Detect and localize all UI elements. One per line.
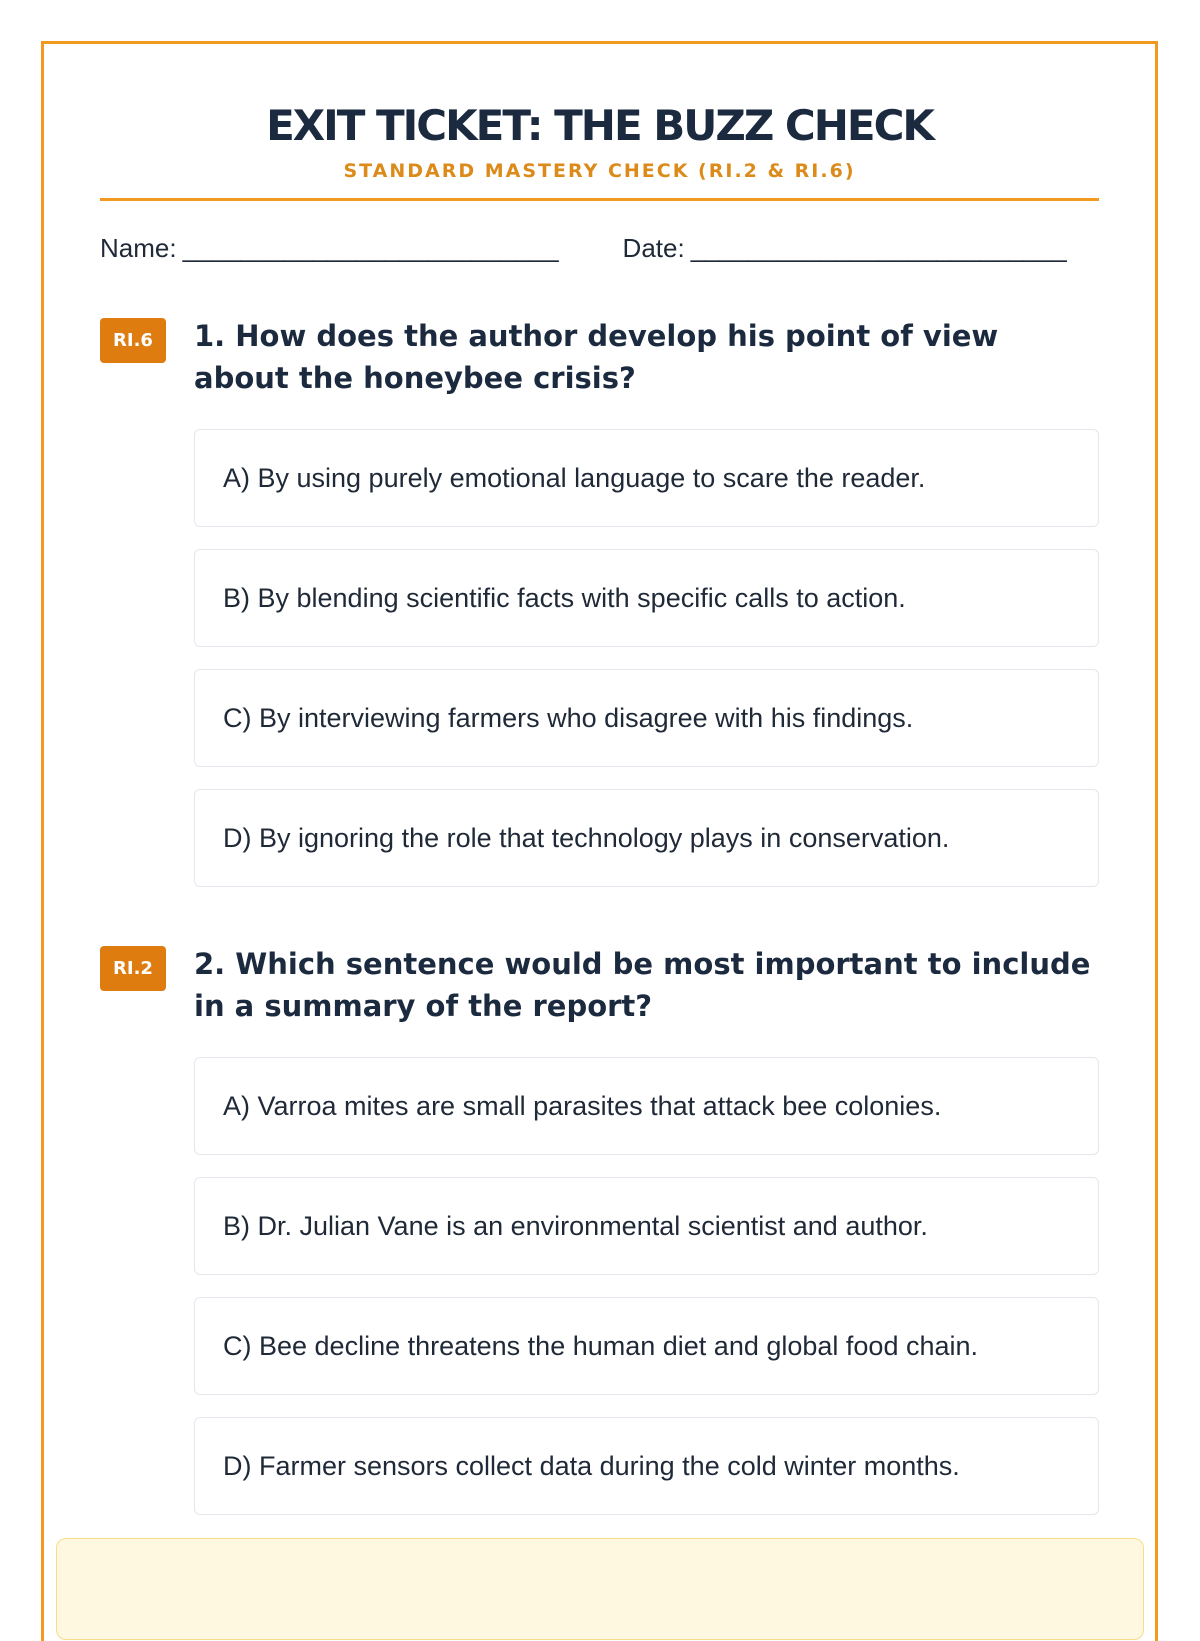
sheet-content xyxy=(100,44,1099,1537)
exit-ticket-sheet xyxy=(41,41,1158,1641)
page-title: EXIT TICKET: THE BUZZ CHECK xyxy=(266,101,933,150)
standard-badge: RI.6 xyxy=(100,318,166,363)
answer-option-c[interactable]: C) By interviewing farmers who disagree with his findings. xyxy=(194,669,1099,767)
date-field[interactable] xyxy=(623,231,1067,265)
question-2 xyxy=(100,943,1099,1515)
question-text: 1. How does the author develop his point of view about the honeybee crisis? xyxy=(194,319,999,395)
question-text: 2. Which sentence would be most important to include in a summary of the report? xyxy=(194,947,1091,1023)
page-subtitle: STANDARD MASTERY CHECK (RI.2 & RI.6) xyxy=(343,160,856,182)
student-info-fields xyxy=(100,231,1099,265)
answer-option-c[interactable]: C) Bee decline threatens the human diet and global food chain. xyxy=(194,1297,1099,1395)
standard-badge: RI.2 xyxy=(100,946,166,991)
answer-option-b[interactable]: B) Dr. Julian Vane is an environmental scientist and author. xyxy=(194,1177,1099,1275)
answer-options xyxy=(194,429,1099,887)
answer-option-d[interactable]: D) By ignoring the role that technology plays in conservation. xyxy=(194,789,1099,887)
answer-option-d[interactable]: D) Farmer sensors collect data during the cold winter months. xyxy=(194,1417,1099,1515)
name-field[interactable] xyxy=(100,231,559,265)
name-label: Name: xyxy=(100,233,177,263)
answer-option-b[interactable]: B) By blending scientific facts with specific calls to action. xyxy=(194,549,1099,647)
date-blank-line[interactable]: __________________________ xyxy=(690,233,1067,263)
date-label: Date: xyxy=(622,233,685,263)
header-divider xyxy=(100,198,1099,201)
name-blank-line[interactable]: __________________________ xyxy=(182,233,559,263)
question-1 xyxy=(100,315,1099,887)
answer-option-a[interactable]: A) By using purely emotional language to scare the reader. xyxy=(194,429,1099,527)
answer-options xyxy=(194,1057,1099,1515)
answer-option-a[interactable]: A) Varroa mites are small parasites that attack bee colonies. xyxy=(194,1057,1099,1155)
note-box xyxy=(56,1538,1144,1640)
